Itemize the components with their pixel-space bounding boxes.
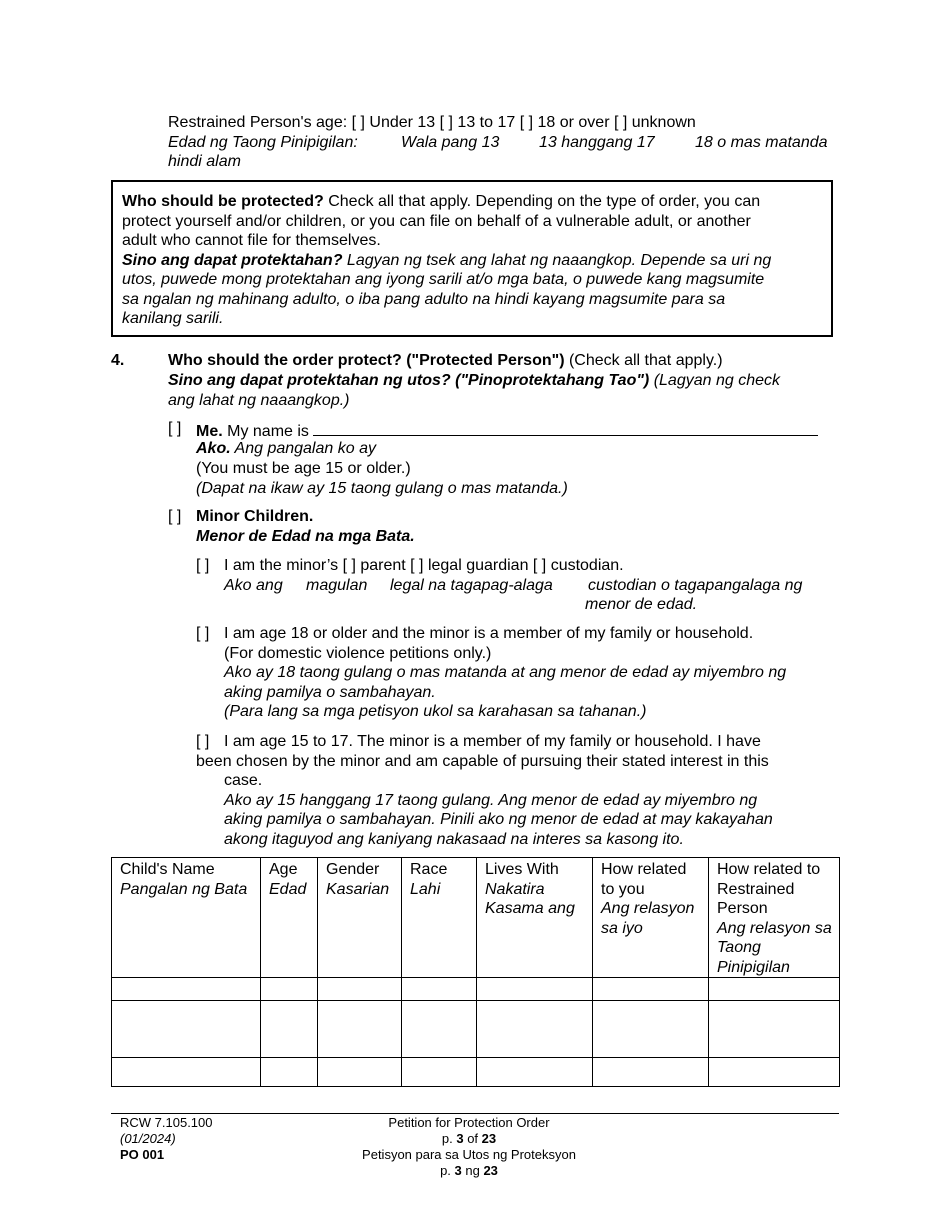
footer-divider [111,1113,839,1114]
cell[interactable] [402,1001,477,1058]
section-number: 4. [111,352,125,369]
cell[interactable] [477,1001,593,1058]
header-related-to-restrained: How related to Restrained Person Ang relasyon sa Taong Pinipigilan [709,858,840,978]
tl-under13: Wala pang 13 [401,134,500,151]
cell[interactable] [709,1001,840,1058]
info-text-1: Check all that apply. Depending on the type of order, you can [323,193,761,210]
name-field[interactable] [313,419,818,436]
minor-checkbox[interactable]: [ ] [168,508,182,525]
header-child-name: Child's Name Pangalan ng Bata [112,858,261,978]
section-tl-note: ang lahat ng naaangkop.) [168,392,350,409]
opt1-tl-a: Ako ang [224,577,283,594]
header-related-to-you: How related to you Ang relasyon sa iyo [593,858,709,978]
info-text-2: protect yourself and/or children, or you can file on behalf of a vulnerable adult, or another [122,212,751,230]
info-tl-text-3: sa ngalan ng mahinang adulto, o iba pang adulto na hindi kayang magsumite para sa [122,290,726,308]
info-heading: Who should be protected? [122,193,324,210]
header-gender: Gender Kasarian [318,858,402,978]
cell[interactable] [112,1058,261,1087]
restrained-age-tl [168,133,828,153]
header-age: Age Edad [261,858,318,978]
tl-18: 18 o mas matanda [695,134,828,151]
header-race: Race Lahi [402,858,477,978]
minor-tl-label: Menor de Edad na mga Bata. [196,528,415,545]
restrained-age-line: Restrained Person's age: [ ] Under 13 [ ] 13 to 17 [ ] 18 or over [ ] unknown [168,114,696,131]
cell[interactable] [318,978,402,1001]
tl-unknown: hindi alam [168,153,241,170]
table-row[interactable] [112,1058,840,1087]
cell[interactable] [261,1058,318,1087]
cell[interactable] [593,978,709,1001]
me-age-note: (You must be age 15 or older.) [196,460,411,477]
me-tl-line: Ako. Ang pangalan ko ay [196,440,376,457]
cell[interactable] [709,1058,840,1087]
cell[interactable] [477,1058,593,1087]
opt2-block: I am age 18 or older and the minor is a member of my family or household. (For domestic violence petitions only.) Ako ay 18 taong gulang o mas matanda at ang menor de edad ay miyembro ng aking pamilya o sambahayan. (Para lang sa mga petisyon ukol sa karahasan sa tahanan.) [224,625,787,720]
opt1-tl-d: custodian o tagapangalaga ng [588,577,803,594]
children-table [111,857,840,1087]
table-header-row [112,858,840,978]
cell[interactable] [318,1001,402,1058]
opt1-checkbox[interactable]: [ ] [196,557,210,574]
opt1-tl-e: menor de edad. [585,596,698,613]
info-tl-heading: Sino ang dapat protektahan? [122,251,343,269]
header-lives-with: Lives With Nakatira Kasama ang [477,858,593,978]
info-text-3: adult who cannot file for themselves. [122,232,381,249]
tl-13to17: 13 hanggang 17 [539,134,655,151]
section-tl-title: Sino ang dapat protektahan ng utos? ("Pinoprotektahang Tao") (Lagyan ng check [168,372,780,389]
tl-age-label: Edad ng Taong Pinipigilan: [168,134,358,151]
table-row[interactable] [112,978,840,1001]
footer-left: RCW 7.105.100 (01/2024) PO 001 [120,1115,213,1162]
minor-label: Minor Children. [196,508,314,525]
who-protected-info-box [111,180,833,337]
cell[interactable] [709,978,840,1001]
cell[interactable] [593,1058,709,1087]
section-title: Who should the order protect? ("Protected Person") (Check all that apply.) [168,352,723,369]
info-tl-text-4: kanilang sarili. [122,310,224,327]
opt1-text: I am the minor’s [ ] parent [ ] legal guardian [ ] custodian. [224,557,624,574]
footer-center: Petition for Protection Order p. 3 of 23 Petisyon para sa Utos ng Proteksyon p. 3 ng 23 [362,1115,576,1178]
me-checkbox[interactable]: [ ] [168,420,182,437]
opt3-block: I am age 15 to 17. The minor is a member of my family or household. I have been chosen by the minor and am capable of pursuing their stated interest in this case. Ako ay 15 hanggang 17 taong gulang. Ang menor de edad ay miyembro ng aking pamilya o sambahayan. Pinili ako ng menor de edad at may kakayahan akong itaguyod ang kaniyang nakasaad na interes sa kasong ito. [196,733,773,848]
opt3-checkbox[interactable]: [ ] [196,733,210,750]
opt2-checkbox[interactable]: [ ] [196,625,210,642]
me-age-note-tl: (Dapat na ikaw ay 15 taong gulang o mas matanda.) [196,480,568,497]
opt1-tl-c: legal na tagapag-alaga [390,577,553,594]
info-tl-text-2: utos, puwede mong protektahan ang iyong sarili at/o mga bata, o puwede kang magsumite [122,271,765,288]
table-row[interactable] [112,1001,840,1058]
cell[interactable] [318,1058,402,1087]
cell[interactable] [402,1058,477,1087]
cell[interactable] [261,978,318,1001]
cell[interactable] [112,1001,261,1058]
info-tl-text-1: Lagyan ng tsek ang lahat ng naaangkop. Depende sa uri ng [342,251,772,269]
cell[interactable] [261,1001,318,1058]
me-line: Me. My name is [196,419,818,442]
cell[interactable] [402,978,477,1001]
cell[interactable] [112,978,261,1001]
cell[interactable] [593,1001,709,1058]
cell[interactable] [477,978,593,1001]
opt1-tl-b: magulan [306,577,368,594]
